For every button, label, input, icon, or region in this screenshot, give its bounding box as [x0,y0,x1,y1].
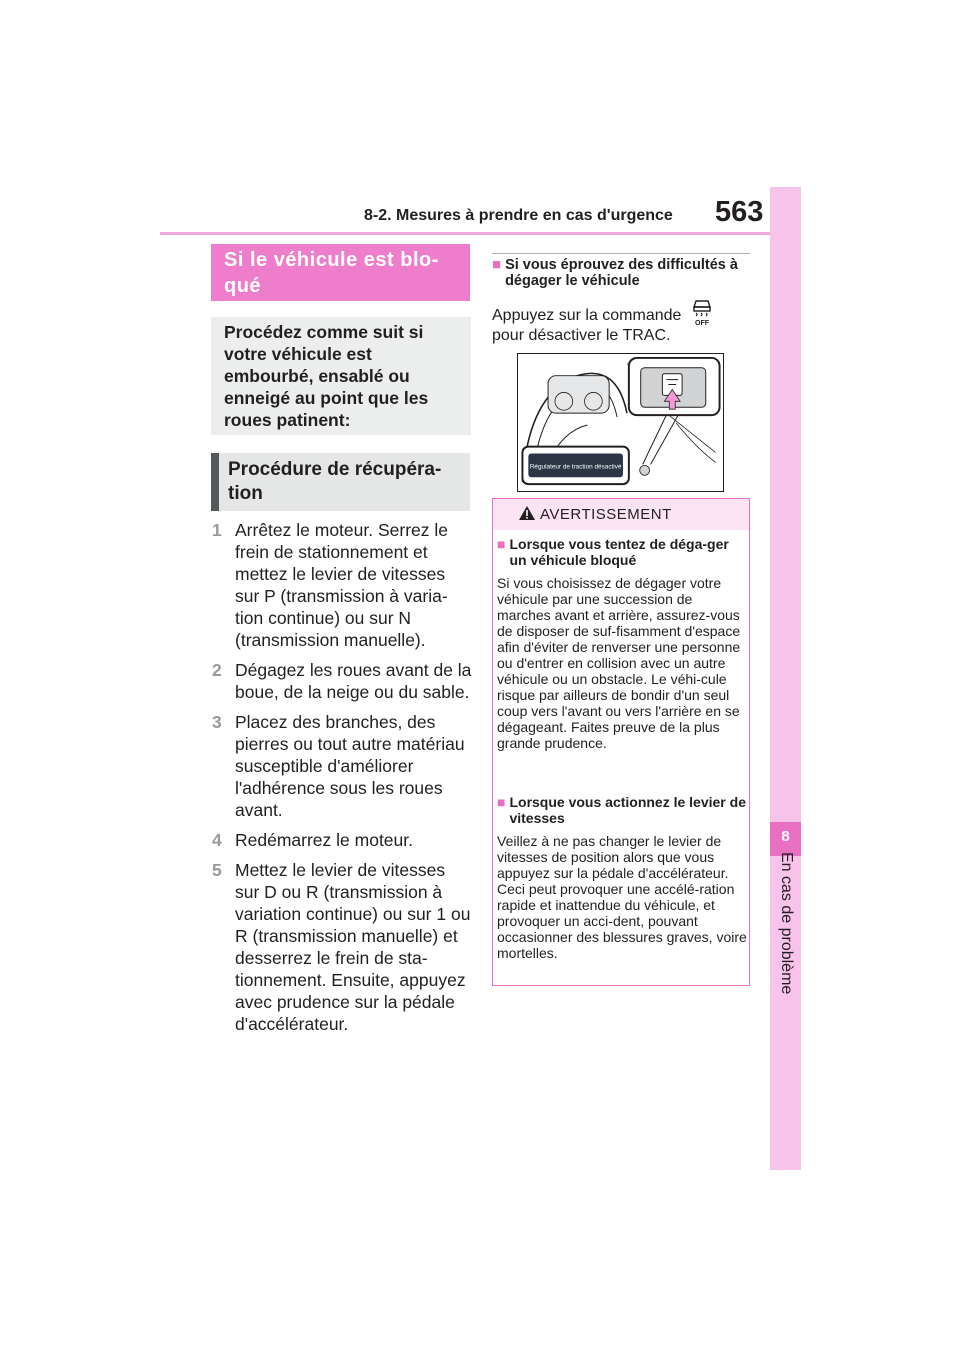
step-number: 2 [212,660,222,680]
warning-triangle-icon [518,505,536,521]
intro-text: Procédez comme suit si votre véhicule est embourbé, ensablé ou enneigé au point que les roues patinent: [224,322,429,430]
warning-section-body: Veillez à ne pas changer le levier de vitesses de position alors que vous appuyez sur la pédale d'accélérateur. Ceci peut provoquer une accélé-ration rapide et inattendue du véhicule, et provoquer un acci-dent, pouvant occasionner des blessures graves, voire mortelles. [497,833,747,961]
chapter-label: En cas de problème [778,852,795,995]
display-message: Régulateur de traction désactivé [529,463,622,471]
step-item [210,659,472,703]
step-text: Placez des branches, des pierres ou tout autre matériau susceptible d'améliorer l'adhérence sous les roues avant. [235,712,465,820]
square-bullet-icon: ■ [492,256,502,273]
step-list [210,519,472,1043]
right-heading [492,257,754,289]
warning-section-title [497,794,747,826]
step-item [210,519,472,651]
main-heading: Si le véhicule est blo- qué [224,249,439,297]
step-item [210,711,472,821]
step-number: 1 [212,520,222,540]
square-bullet-icon: ■ [497,536,506,552]
right-heading-text: Si vous éprouvez des difficultés à dégager le véhicule [505,257,738,289]
step-text: Redémarrez le moteur. [235,830,413,850]
warning-section-title-text: Lorsque vous tentez de déga-ger un véhicule bloqué [509,536,729,568]
warning-section-body: Si vous choisissez de dégager votre véhicule par une succession de marches avant et arrière, assurez-vous de disposer de suf-fisamment d'espace afin d'éviter de renverser une personne ou d'entrer en collision avec un autre véhicule ou un obstacle. Le véhi-cule risque par ailleurs de bondir d'un seul coup vers l'avant ou vers l'arrière en se dégageant. Faites preuve de la plus grande prudence. [497,575,741,751]
right-body: Appuyez sur la commande pour désactiver le TRAC. [492,307,682,344]
sub-heading-bar [211,453,219,511]
step-item [210,859,472,1035]
trac-off-icon [690,298,714,326]
page-number: 563 [715,196,764,228]
warning-section [497,536,747,751]
warning-title: AVERTISSEMENT [540,506,672,523]
sub-heading: Procédure de récupéra- tion [228,459,442,504]
header-rule [160,232,770,235]
square-bullet-icon: ■ [497,794,506,810]
right-column-rule [492,253,750,254]
dashboard-illustration [517,353,724,492]
step-number: 4 [212,830,222,850]
step-text: Dégagez les roues avant de la boue, de la neige ou du sable. [235,660,472,702]
warning-section-title-text: Lorsque vous actionnez le levier de vitesses [509,794,746,826]
step-number: 5 [212,860,222,880]
chapter-number: 8 [781,828,790,845]
step-text: Arrêtez le moteur. Serrez le frein de stationnement et mettez le levier de vitesses sur P (transmission à varia-tion continue) ou sur N (transmission manuelle). [235,520,448,650]
warning-section [497,794,747,961]
step-number: 3 [212,712,222,732]
trac-off-label: OFF [695,320,709,326]
warning-section-title [497,536,747,568]
step-text: Mettez le levier de vitesses sur D ou R (transmission à variation continue) ou sur 1 ou R (transmission manuelle) et desserrez le frein de sta-tionnement. Ensuite, appuyez avec prudence sur la pédale d'accélérateur. [235,860,471,1034]
section-title: 8-2. Mesures à prendre en cas d'urgence [364,207,673,224]
step-item [210,829,472,851]
